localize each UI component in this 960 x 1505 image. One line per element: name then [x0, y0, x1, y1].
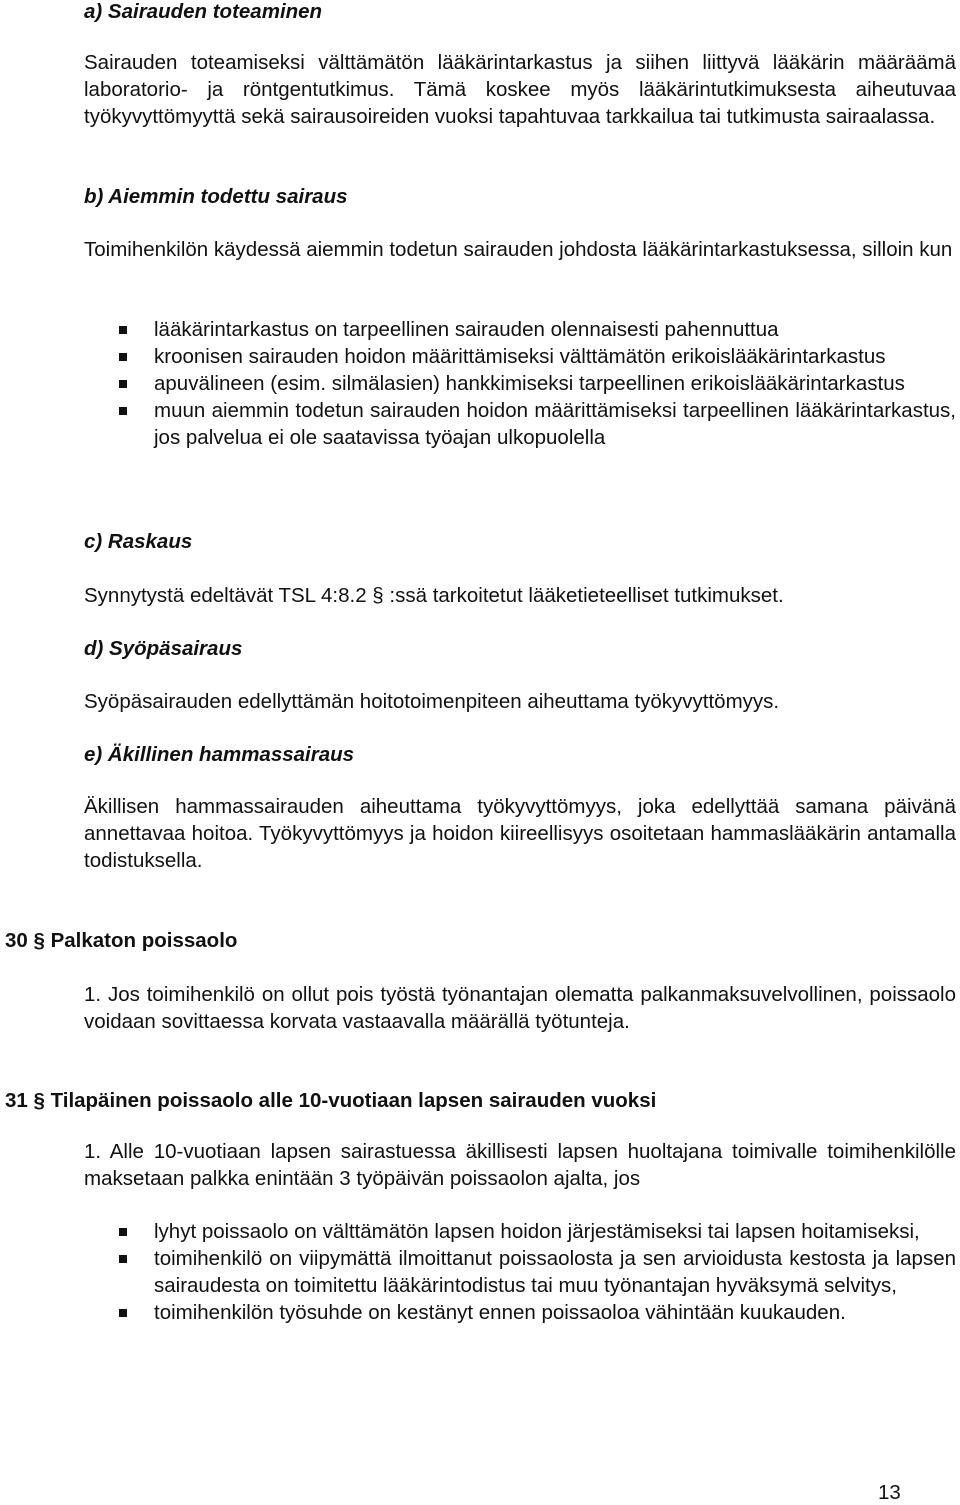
section-31-heading: 31 § Tilapäinen poissaolo alle 10-vuotiaan lapsen sairauden vuoksi: [5, 1089, 657, 1112]
square-bullet-icon: [119, 1228, 127, 1236]
list-item: muun aiemmin todetun sairauden hoidon määrittämiseksi tarpeellinen lääkärintarkastus, jos palvelua ei ole saatavissa työajan ulkopuolella: [84, 397, 956, 451]
square-bullet-icon: [119, 407, 127, 415]
square-bullet-icon: [119, 380, 127, 388]
heading-d: d) Syöpäsairaus: [84, 637, 243, 660]
list-item: lääkärintarkastus on tarpeellinen sairauden olennaisesti pahennuttua: [84, 316, 956, 343]
bullet-list-b: [84, 316, 956, 451]
heading-b: b) Aiemmin todettu sairaus: [84, 185, 348, 208]
list-item: lyhyt poissaolo on välttämätön lapsen hoidon järjestämiseksi tai lapsen hoitamiseksi,: [84, 1218, 956, 1245]
list-item: toimihenkilön työsuhde on kestänyt ennen poissaoloa vähintään kuukauden.: [84, 1299, 956, 1326]
square-bullet-icon: [119, 1255, 127, 1263]
heading-e: e) Äkillinen hammassairaus: [84, 743, 355, 766]
bullet-list-31: [84, 1218, 956, 1326]
list-item: apuvälineen (esim. silmälasien) hankkimiseksi tarpeellinen erikoislääkärintarkastus: [84, 370, 956, 397]
list-item: toimihenkilö on viipymättä ilmoittanut poissaolosta ja sen arvioidusta kestosta ja lapsen sairaudesta on toimitettu lääkärintodistus tai muu työnantajan hyväksymä selvitys,: [84, 1245, 956, 1299]
paragraph-c: Synnytystä edeltävät TSL 4:8.2 § :ssä tarkoitetut lääketieteelliset tutkimukset.: [84, 584, 784, 607]
section-30-heading: 30 § Palkaton poissaolo: [5, 929, 238, 952]
list-item: kroonisen sairauden hoidon määrittämiseksi välttämätön erikoislääkärintarkastus: [84, 343, 956, 370]
square-bullet-icon: [119, 1309, 127, 1317]
paragraph-e: Äkillisen hammassairauden aiheuttama työkyvyttömyys, joka edellyttää samana päivänä annettavaa hoitoa. Työkyvyttömyys ja hoidon kiireellisyys osoitetaan hammaslääkärin antamalla todistuksella.: [84, 795, 956, 872]
paragraph-30: 1. Jos toimihenkilö on ollut pois työstä työnantajan olematta palkanmaksuvelvollinen, poissaolo voidaan sovittaessa korvata vastaavalla määrällä työtunteja.: [84, 983, 956, 1033]
page-number: 13: [878, 1481, 901, 1504]
square-bullet-icon: [119, 326, 127, 334]
square-bullet-icon: [119, 353, 127, 361]
paragraph-a: Sairauden toteamiseksi välttämätön lääkärintarkastus ja siihen liittyvä lääkärin määräämä laboratorio- ja röntgentutkimus. Tämä koskee myös lääkärintutkimuksesta aiheutuvaa työkyvyttömyyttä sekä sairausoireiden vuoksi tapahtuvaa tarkkailua tai tutkimusta sairaalassa.: [84, 51, 956, 128]
heading-c: c) Raskaus: [84, 530, 193, 553]
heading-a: a) Sairauden toteaminen: [84, 0, 323, 23]
paragraph-31: 1. Alle 10-vuotiaan lapsen sairastuessa äkillisesti lapsen huoltajana toimivalle toimihenkilölle maksetaan palkka enintään 3 työpäivän poissaolon ajalta, jos: [84, 1140, 956, 1190]
paragraph-d: Syöpäsairauden edellyttämän hoitotoimenpiteen aiheuttama työkyvyttömyys.: [84, 690, 780, 713]
paragraph-b: Toimihenkilön käydessä aiemmin todetun sairauden johdosta lääkärintarkastuksessa, silloin kun: [84, 238, 953, 261]
